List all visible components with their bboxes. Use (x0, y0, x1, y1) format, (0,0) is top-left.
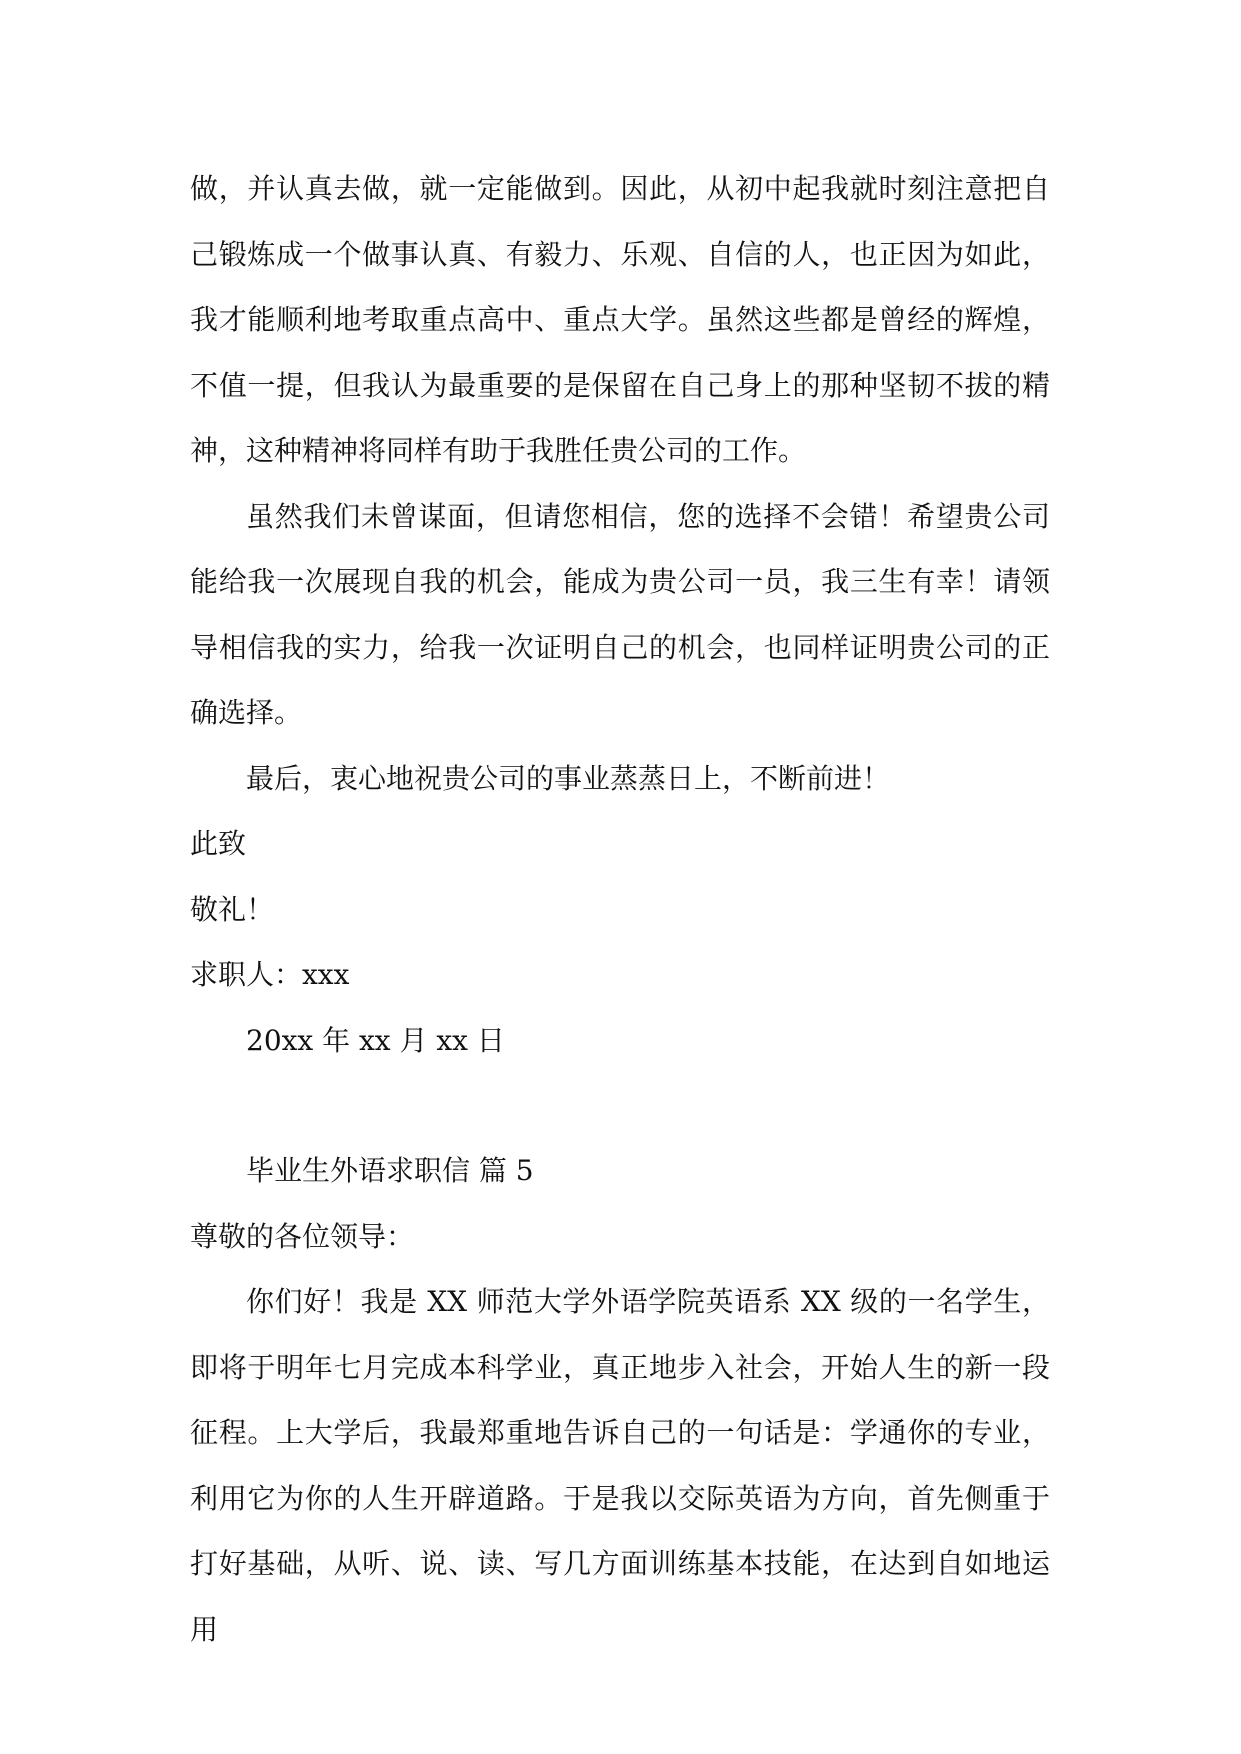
section-title: 毕业生外语求职信 篇 5 (246, 1154, 534, 1187)
date-line: 20xx 年 xx 月 xx 日 (246, 1023, 505, 1057)
document-body (190, 156, 1050, 1662)
section-gap (190, 1073, 1050, 1138)
paragraph-wishes: 最后，衷心地祝贵公司的事业蒸蒸日上，不断前进！ (246, 761, 891, 795)
paragraph-continued: 做，并认真去做，就一定能做到。因此，从初中起我就时刻注意把自己锻炼成一个做事认真、有毅力、乐观、自信的人，也正因为如此，我才能顺利地考取重点高中、重点大学。虽然这些都是曾经的辉煌，不值一提，但我认为最重要的是保留在自己身上的那种坚韧不拔的精神，这种精神将同样有助于我胜任贵公司的工作。 (190, 172, 1050, 467)
salute-line: 敬礼！ (190, 892, 275, 926)
greeting-line: 尊敬的各位领导： (190, 1219, 415, 1253)
paragraph-request: 虽然我们未曾谋面，但请您相信，您的选择不会错！希望贵公司能给我一次展现自我的机会，能成为贵公司一员，我三生有幸！请领导相信我的实力，给我一次证明自己的机会，也同样证明贵公司的正确选择。 (190, 499, 1050, 729)
paragraph-introduction: 你们好！我是 XX 师范大学外语学院英语系 XX 级的一名学生，即将于明年七月完成本科学业，真正地步入社会，开始人生的新一段征程。上大学后，我最郑重地告诉自己的一句话是：学通你的专业，利用它为你的人生开辟道路。于是我以交际英语为方向，首先侧重于打好基础，从听、说、读、写几方面训练基本技能，在达到自如地运用 (190, 1285, 1050, 1646)
applicant-signature: 求职人：xxx (190, 958, 350, 991)
closing-line: 此致 (190, 827, 247, 860)
